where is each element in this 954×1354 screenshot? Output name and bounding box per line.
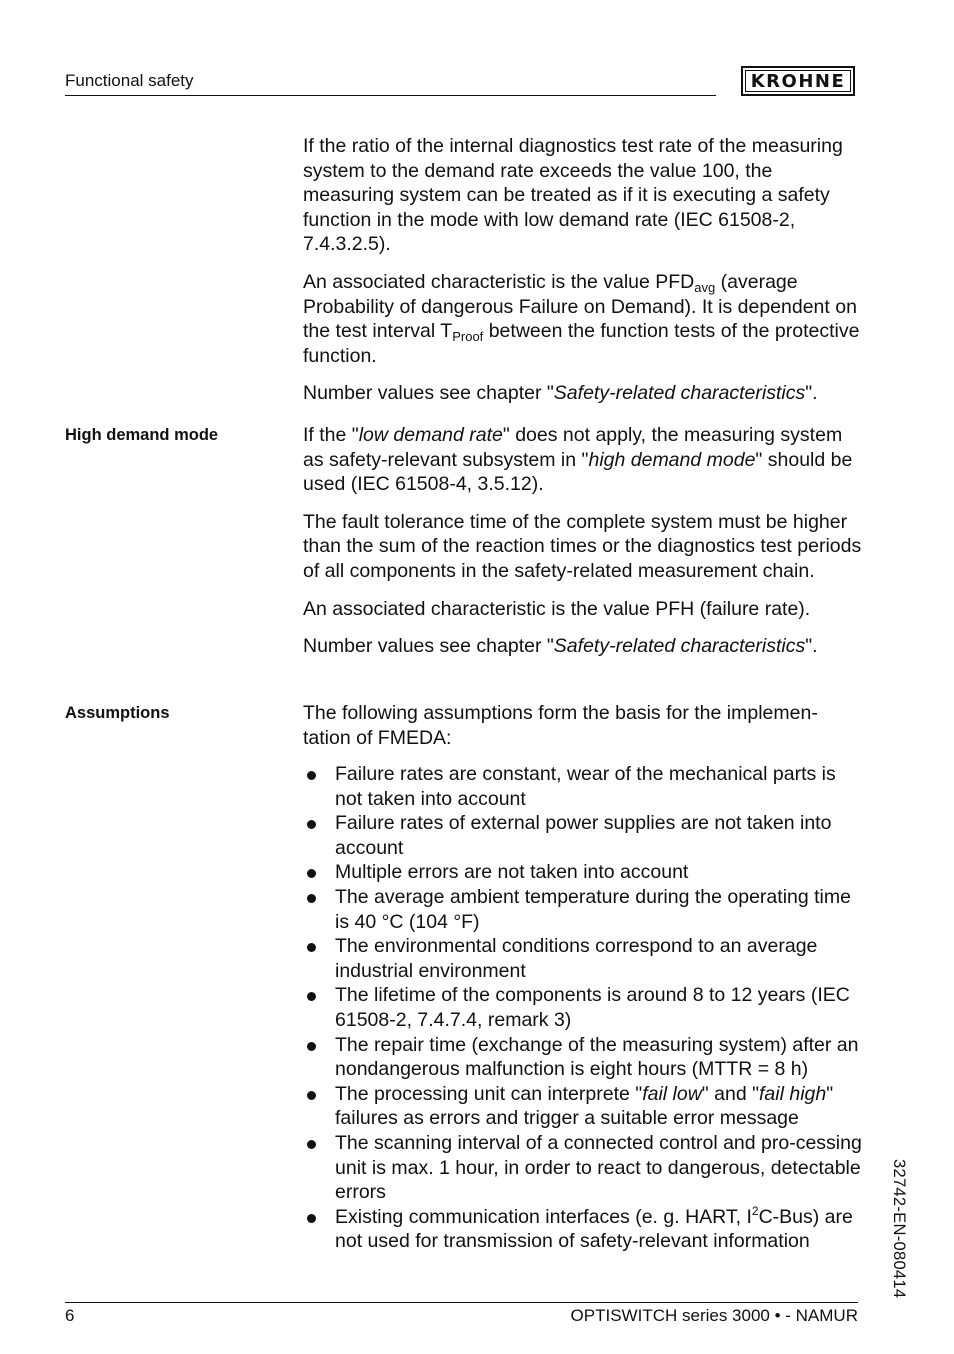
list-item-text: Failure rates are constant, wear of the mechanical parts is not taken into account (335, 763, 836, 810)
text-run: If the " (303, 424, 359, 446)
krohne-logo (741, 66, 855, 96)
text-run: ". (805, 635, 818, 658)
list-item-text: The scanning interval of a connected control and pro-cessing unit is max. 1 hour, in order to react to dangerous, detectable errors (335, 1131, 862, 1204)
subscript-proof: Proof (452, 329, 484, 345)
footer-title: OPTISWITCH series 3000 • - NAMUR (570, 1306, 858, 1325)
chapter-reference: Safety-related characteristics (553, 382, 806, 405)
high-demand-paragraph-2: The fault tolerance time of the complete system must be higher than the sum of the reaction times or the diagnostics test periods of all components in the safety-related measurement chain. (303, 510, 862, 582)
bullet-icon (307, 1214, 316, 1223)
high-demand-paragraph-4 (303, 634, 863, 659)
list-item-text: Multiple errors are not taken into account (335, 861, 689, 884)
list-item (303, 1082, 863, 1131)
emphasis: fail high (759, 1082, 827, 1105)
text-run: (average Probability of dangerous Failure on Demand). It is dependent on the test interval T (303, 270, 857, 343)
bullet-icon (307, 992, 316, 1001)
list-item (303, 860, 863, 885)
logo-text: KROHNE (745, 70, 851, 92)
high-demand-paragraph-3: An associated characteristic is the value PFH (failure rate). (303, 597, 811, 620)
high-demand-mode-label: High demand mode (65, 426, 219, 444)
intro-paragraph-3 (303, 381, 863, 406)
subscript-avg: avg (694, 279, 716, 295)
text-run: C-Bus) are not used for transmission of safety-relevant information (335, 1205, 853, 1253)
text-run: " does not apply, the measuring system as safety-relevant subsystem in " (303, 424, 843, 471)
bullet-icon (307, 894, 316, 903)
high-demand-section (303, 423, 863, 659)
intro-paragraph-1: If the ratio of the internal diagnostics test rate of the measuring system to the demand rate exceeds the value 100, the measuring system can be treated as if it is executing a safety function in the mode with low demand rate (IEC 61508-2, 7.4.3.2.5). (303, 135, 843, 256)
list-item-text: Failure rates of external power supplies are not taken into account (335, 812, 832, 859)
superscript: 2 (751, 1203, 759, 1218)
footer-divider (65, 1302, 858, 1303)
bullet-icon (307, 869, 316, 878)
list-item (303, 885, 863, 934)
chapter-reference: Safety-related characteristics (553, 635, 806, 658)
text-run: Number values see chapter " (303, 635, 554, 658)
page-number: 6 (65, 1306, 75, 1325)
emphasis: low demand rate (358, 424, 503, 446)
bullet-icon (307, 1140, 316, 1149)
emphasis: high demand mode (588, 448, 756, 471)
bullet-icon (307, 1091, 316, 1100)
bullet-icon (307, 1042, 316, 1051)
list-item (303, 1205, 863, 1254)
bullet-icon (307, 943, 316, 952)
list-item (303, 983, 863, 1032)
header-divider (65, 95, 716, 96)
intro-section (303, 134, 863, 406)
high-demand-paragraph-1 (303, 423, 863, 497)
text-run: Existing communication interfaces (e. g. HART, I (335, 1205, 752, 1228)
intro-paragraph-2 (303, 270, 863, 368)
text-run: " and " (701, 1082, 760, 1105)
document-code: 32742-EN-080414 (890, 1159, 908, 1299)
assumptions-label: Assumptions (65, 704, 170, 722)
text-run: Number values see chapter " (303, 382, 554, 405)
list-item-text: The repair time (exchange of the measuring system) after an nondangerous malfunction is eight hours (MTTR = 8 h) (335, 1033, 859, 1081)
bullet-icon (307, 771, 316, 780)
list-item (303, 762, 863, 811)
list-item (303, 1131, 863, 1205)
header-title: Functional safety (65, 71, 194, 90)
text-run: An associated characteristic is the value PFD (303, 270, 695, 293)
list-item (303, 934, 863, 983)
list-item-text: The average ambient temperature during the operating time is 40 °C (104 °F) (335, 885, 851, 933)
text-run: " should be used (IEC 61508-4, 3.5.12). (303, 448, 853, 496)
text-run: ". (805, 382, 818, 405)
text-run: " failures as errors and trigger a suitable error message (335, 1082, 834, 1130)
list-item (303, 811, 863, 860)
text-run: between the function tests of the protective function. (303, 320, 860, 367)
assumptions-list (303, 762, 863, 1254)
bullet-icon (307, 820, 316, 829)
text-run: The processing unit can interprete " (335, 1082, 643, 1105)
list-item-text: The lifetime of the components is around 8 to 12 years (IEC 61508-2, 7.4.7.4, remark 3) (335, 984, 850, 1031)
list-item-text: The environmental conditions correspond to an average industrial environment (335, 935, 818, 982)
list-item (303, 1033, 863, 1082)
emphasis: fail low (642, 1082, 702, 1105)
assumptions-intro: The following assumptions form the basis for the implemen-tation of FMEDA: (303, 702, 818, 749)
